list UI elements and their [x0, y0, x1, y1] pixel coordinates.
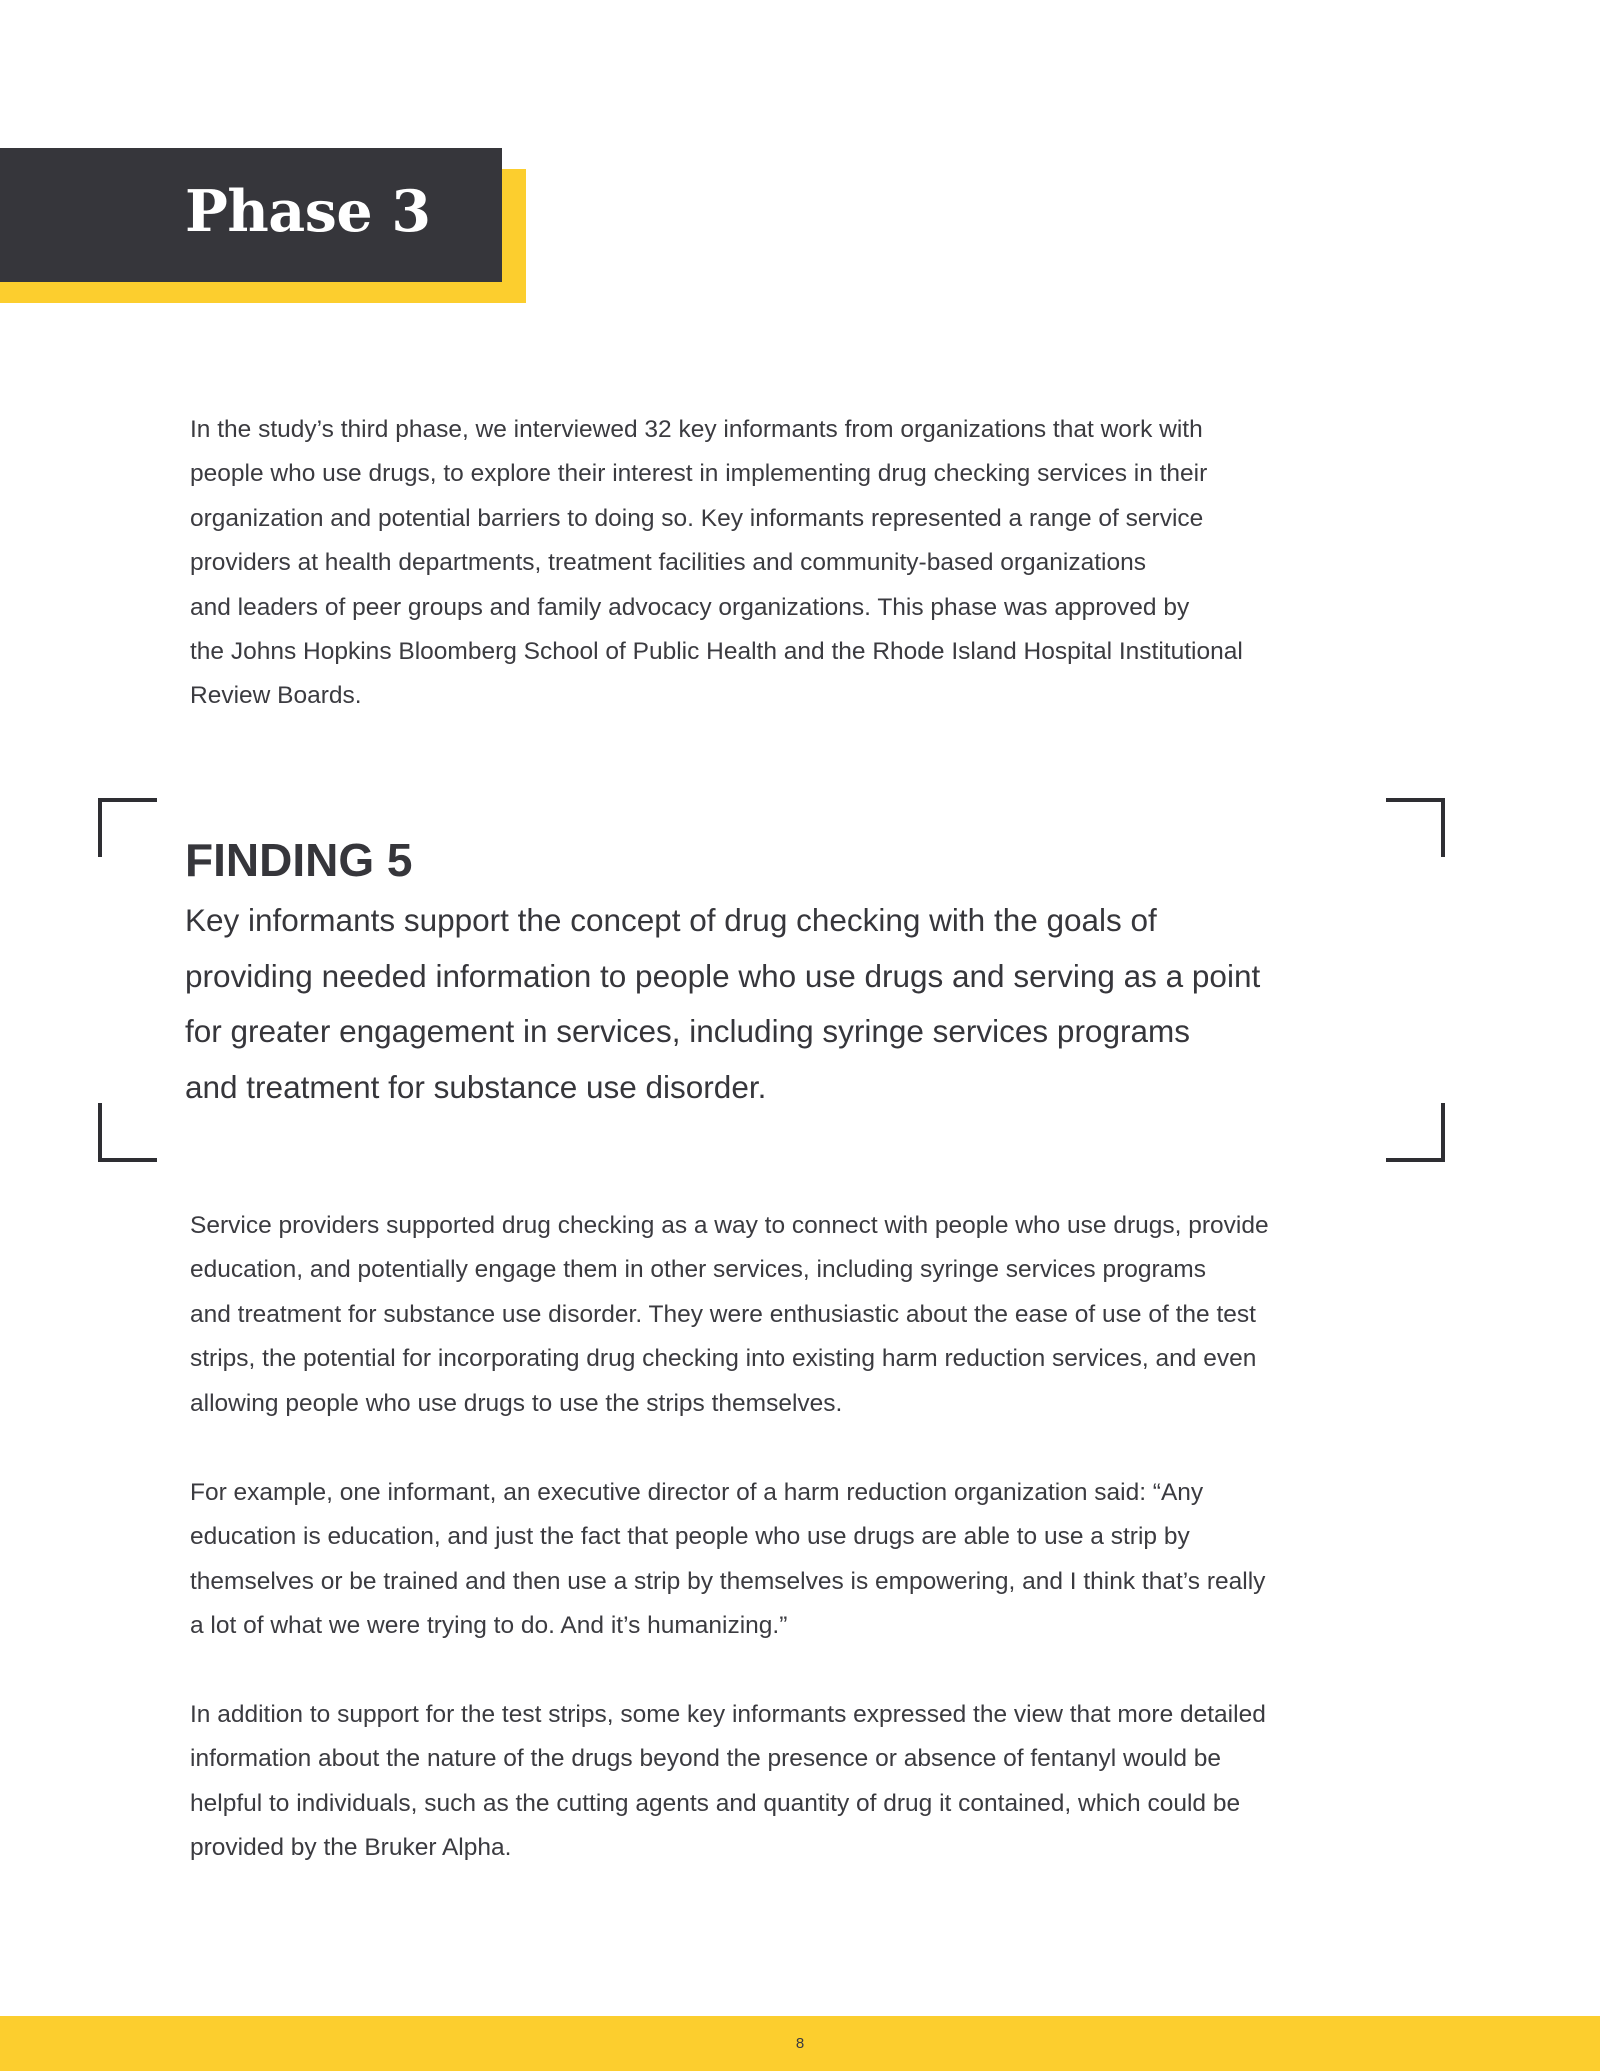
body-paragraph-1	[190, 1204, 1460, 1426]
page-number: 8	[795, 2035, 805, 2052]
finding-line: Key informants support the concept of drug checking with the goals of	[185, 902, 1157, 938]
paragraph-line: provided by the Bruker Alpha.	[190, 1834, 512, 1862]
paragraph-line: In addition to support for the test strips, some key informants expressed the view that more detailed	[190, 1701, 1266, 1728]
paragraph-line: themselves or be trained and then use a strip by themselves is empowering, and I think that’s really	[190, 1567, 1266, 1595]
finding-line: and treatment for substance use disorder.	[185, 1068, 767, 1105]
paragraph-line: allowing people who use drugs to use the strips themselves.	[190, 1389, 843, 1417]
intro-line: and leaders of peer groups and family advocacy organizations. This phase was approved by	[190, 593, 1190, 621]
paragraph-line: Service providers supported drug checking as a way to connect with people who use drugs, provide	[190, 1212, 1269, 1239]
finding-heading: FINDING 5	[185, 834, 413, 886]
intro-line: providers at health departments, treatment facilities and community-based organizations	[190, 549, 1146, 577]
paragraph-line: education, and potentially engage them in other services, including syringe services programs	[190, 1256, 1206, 1284]
intro-line: the Johns Hopkins Bloomberg School of Public Health and the Rhode Island Hospital Institutional	[190, 638, 1243, 666]
body-paragraph-2	[190, 1471, 1460, 1649]
finding-line: for greater engagement in services, including syringe services programs	[185, 1013, 1190, 1049]
paragraph-line: and treatment for substance use disorder. They were enthusiastic about the ease of use of the test	[190, 1300, 1256, 1328]
phase-title: Phase 3	[185, 178, 431, 245]
paragraph-line: strips, the potential for incorporating drug checking into existing harm reduction services, and even	[190, 1345, 1257, 1373]
paragraph-line: For example, one informant, an executive director of a harm reduction organization said: “Any	[190, 1479, 1204, 1506]
callout-corner-top-right	[1386, 798, 1445, 857]
callout-corner-bottom-right	[1386, 1103, 1445, 1162]
intro-line: In the study’s third phase, we interviewed 32 key informants from organizations that work with	[190, 416, 1203, 443]
intro-line: people who use drugs, to explore their interest in implementing drug checking services in their	[190, 460, 1208, 488]
intro-paragraph	[190, 408, 1460, 719]
intro-line: organization and potential barriers to doing so. Key informants represented a range of service	[190, 504, 1204, 532]
body-paragraph-3	[190, 1693, 1460, 1871]
paragraph-line: helpful to individuals, such as the cutting agents and quantity of drug it contained, which could be	[190, 1789, 1241, 1817]
callout-corner-bottom-left	[98, 1103, 157, 1162]
callout-corner-top-left	[98, 798, 157, 857]
finding-statement	[185, 893, 1385, 1115]
paragraph-line: education is education, and just the fact that people who use drugs are able to use a strip by	[190, 1523, 1190, 1551]
intro-line: Review Boards.	[190, 682, 362, 710]
paragraph-line: a lot of what we were trying to do. And it’s humanizing.”	[190, 1612, 788, 1640]
finding-line: providing needed information to people who use drugs and serving as a point	[185, 957, 1261, 994]
paragraph-line: information about the nature of the drugs beyond the presence or absence of fentanyl would be	[190, 1745, 1222, 1773]
